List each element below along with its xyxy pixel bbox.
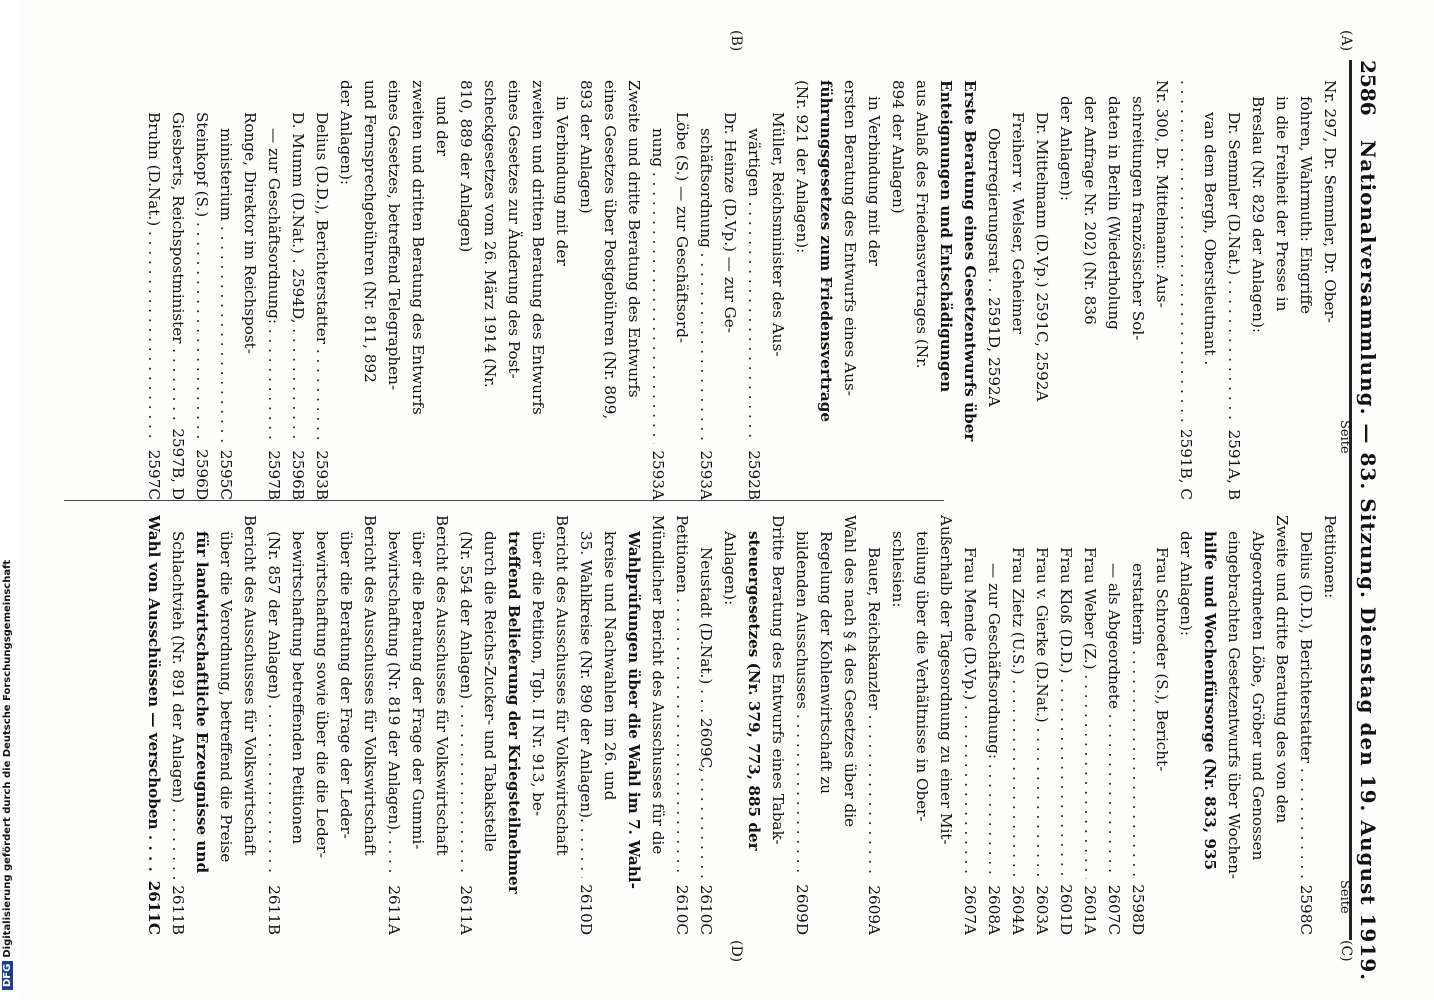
entry-text: ministerium . . . bbox=[214, 128, 238, 444]
contents-entry: der Anlagen): bbox=[337, 80, 355, 185]
entry-text: Giesberts, Reichspostminister . . . bbox=[166, 112, 190, 422]
entry-page-ref: 2611A bbox=[457, 885, 475, 935]
contents-entry bbox=[1102, 515, 1126, 935]
contents-entry bbox=[142, 515, 166, 935]
entry-text: wärtigen . . . bbox=[742, 128, 766, 444]
entry-page-ref: 2597B bbox=[265, 450, 283, 500]
margin-label-d: (D) bbox=[728, 940, 744, 963]
contents-entry: schreitungen französischer Sol- bbox=[1129, 96, 1147, 341]
contents-entry bbox=[1174, 80, 1198, 500]
entry-page-ref: 2592B bbox=[745, 450, 763, 500]
contents-entry: 894 der Anlagen) bbox=[889, 80, 907, 214]
entry-page-ref: 2603A bbox=[1033, 885, 1051, 935]
entry-text: — zur Geschäftsordnung: . . . bbox=[982, 563, 1006, 879]
contents-entry bbox=[190, 80, 214, 500]
entry-page-ref: 2591B, C bbox=[1177, 428, 1195, 500]
entry-text: Wahl von Ausschüssen — verschoben . . . bbox=[142, 515, 166, 875]
contents-entry: Breslau (Nr. 829 der Anlagen): bbox=[1249, 96, 1267, 333]
contents-entry: über die Petition, Tgb. II Nr. 913, be- bbox=[529, 531, 547, 817]
entry-page-ref: 2596D bbox=[193, 449, 211, 500]
contents-entry: hilfe und Wochenfürsorge (Nr. 833, 935 bbox=[1201, 531, 1219, 871]
entry-page-ref: 2601D bbox=[1057, 884, 1075, 935]
contents-entry: Bericht des Ausschusses für Volkswirtschaft bbox=[241, 515, 259, 856]
margin-label-b: (B) bbox=[728, 30, 744, 52]
dfg-logo: DFG bbox=[2, 961, 13, 990]
contents-entry: 810, 889 der Anlagen) bbox=[457, 80, 475, 253]
contents-entry: der Anlagen): bbox=[1057, 96, 1075, 201]
contents-entry: über die Verordnung, betreffend die Preise bbox=[217, 531, 235, 863]
entry-page-ref: 2609A bbox=[865, 885, 883, 935]
entry-page-ref: 2604A bbox=[1009, 885, 1027, 935]
column-divider bbox=[64, 500, 944, 501]
contents-entry: Müller, Reichsminister des Aus- bbox=[769, 112, 787, 357]
contents-entry bbox=[166, 80, 190, 500]
contents-entry bbox=[742, 80, 766, 500]
contents-entry: Zweite und dritte Beratung des von den bbox=[1273, 515, 1291, 824]
entry-page-ref: 2610D bbox=[577, 884, 595, 935]
entry-text: Frau Kloß (D.D.) . . . bbox=[1054, 547, 1078, 878]
contents-entry: Wahlprüfungen über die Wahl im 7. Wahl- bbox=[625, 531, 643, 889]
contents-entry: Dr. Heinze (D.Vp.) — zur Ge- bbox=[721, 112, 739, 333]
entry-page-ref: 2609D bbox=[793, 884, 811, 935]
contents-entry bbox=[310, 80, 334, 500]
contents-entry: Bericht des Ausschusses für Volkswirtschaft bbox=[553, 515, 571, 856]
entry-page-ref: 2596B bbox=[289, 450, 307, 500]
contents-entry: ersten Beratung des Entwurfs eines Aus- bbox=[841, 80, 859, 396]
entry-text: Delius (D.D.), Berichterstatter . . . bbox=[1294, 531, 1318, 879]
contents-entry bbox=[382, 515, 406, 935]
entry-text: bewirtschaftung (Nr. 819 der Anlagen). . . . bbox=[382, 531, 406, 879]
entry-page-ref: 2601A bbox=[1081, 885, 1099, 935]
page-title: Nationalversammlung. — 83. Sitzung. Dienstag den 19. August 1919. bbox=[1356, 140, 1380, 982]
entry-page-ref: 2611B bbox=[265, 885, 283, 935]
seite-label-left: Seite bbox=[1337, 420, 1352, 454]
contents-entry: Löbe (S.) — zur Geschäftsord- bbox=[673, 112, 691, 344]
contents-entry: Petitionen: bbox=[1321, 515, 1339, 599]
contents-column-right bbox=[142, 515, 1342, 935]
contents-entry bbox=[1054, 515, 1078, 935]
entry-page-ref: 2597B, D bbox=[169, 428, 187, 500]
entry-text: Bruhn (D.Nat.) . . . bbox=[142, 112, 166, 444]
contents-entry bbox=[166, 515, 190, 935]
entry-text: Neustadt (D.Nat.) . . . 2609C, . . . bbox=[694, 547, 718, 879]
contents-entry bbox=[142, 80, 166, 500]
contents-entry: Wahl des nach § 4 des Gesetzes über die bbox=[841, 515, 859, 828]
contents-entry bbox=[694, 515, 718, 935]
entry-text: Frau Weber (Z.) . . . bbox=[1078, 547, 1102, 879]
contents-entry: führungsgesetzes zum Friedensvertrage bbox=[817, 80, 835, 422]
entry-text: schäftsordnung . . . bbox=[694, 128, 718, 444]
contents-entry: van dem Bergh, Oberstleutnant . bbox=[1201, 112, 1219, 366]
contents-entry: Freiherr v. Welser, Geheimer bbox=[1009, 112, 1027, 334]
contents-entry: der Anlagen): bbox=[1177, 531, 1195, 636]
entry-page-ref: 2611B bbox=[169, 885, 187, 935]
contents-entry: durch die Reichs-Zucker- und Tabakstelle bbox=[481, 531, 499, 852]
contents-entry: über die Beratung der Frage der Gummi- bbox=[409, 531, 427, 850]
contents-entry bbox=[670, 515, 694, 935]
entry-page-ref: 2593B bbox=[313, 450, 331, 500]
contents-entry: Anlagen): bbox=[721, 531, 739, 606]
contents-entry: kreise und Nachwahlen im 26. und bbox=[601, 531, 619, 801]
contents-entry bbox=[958, 515, 982, 935]
contents-entry: über die Beratung der Frage der Leder- bbox=[337, 531, 355, 839]
contents-entry: in Verbindung mit der bbox=[553, 96, 571, 266]
footer-text: Digitalisierung gefördert durch die Deutsche Forschungsgemeinschaft bbox=[2, 559, 13, 958]
entry-page-ref: 2598D bbox=[1129, 884, 1147, 935]
entry-text: bildenden Ausschusses . . . bbox=[790, 531, 814, 878]
contents-entry: zweiten und dritten Beratung des Entwurfs bbox=[529, 80, 547, 415]
contents-entry: steuergesetzes (Nr. 379, 773, 885 der bbox=[745, 531, 763, 851]
contents-entry: Außerhalb der Tagesordnung zu einer Mit- bbox=[937, 515, 955, 845]
contents-entry: scheckgesetzes vom 26. März 1914 (Nr. bbox=[481, 80, 499, 388]
entry-text: (Nr. 554 der Anlagen) . . . bbox=[454, 531, 478, 879]
contents-entry: der Anfrage Nr. 202) (Nr. 836 bbox=[1081, 96, 1099, 325]
contents-entry: Mündlicher Bericht des Ausschusses für die bbox=[649, 515, 667, 855]
entry-text: 35. Wahlkreise (Nr. 890 der Anlagen). . . . bbox=[574, 531, 598, 878]
contents-entry: bewirtschaftung betreffenden Petitionen bbox=[289, 531, 307, 844]
contents-entry bbox=[262, 515, 286, 935]
entry-text: Bauer, Reichskanzler . . . bbox=[862, 547, 886, 879]
contents-entry: Nr. 297, Dr. Semmler, Dr. Ober- bbox=[1321, 80, 1339, 323]
contents-entry: Dritte Beratung des Entwurfs eines Tabak- bbox=[769, 515, 787, 845]
entry-text: D. Mumm (D.Nat.) . 2594D, . . . bbox=[286, 112, 310, 444]
contents-entry: eines Gesetzes, betreffend Telegraphen- bbox=[385, 80, 403, 391]
entry-text: Dr. Semmler (D.Nat.) . . . . . . bbox=[1222, 112, 1246, 424]
contents-column-left bbox=[142, 80, 1342, 500]
contents-entry: in Verbindung mit der bbox=[865, 96, 883, 266]
contents-entry: und der bbox=[433, 96, 451, 157]
contents-entry: Ronge, Direktor im Reichspost- bbox=[241, 112, 259, 354]
entry-page-ref: 2593A bbox=[649, 450, 667, 500]
page-header bbox=[1346, 0, 1386, 1000]
contents-entry: Enteignungen und Entschädigungen bbox=[937, 80, 955, 393]
entry-text bbox=[1174, 80, 1198, 423]
header-rule bbox=[1349, 60, 1352, 940]
contents-entry: bewirtschaftung sowie über die die Leder- bbox=[313, 531, 331, 859]
entry-text: Petitionen . . . bbox=[670, 515, 694, 879]
contents-entry bbox=[286, 80, 310, 500]
entry-text: erstatterin . . . bbox=[1126, 563, 1150, 878]
contents-entry: teilung über die Verhältnisse in Ober- bbox=[913, 531, 931, 822]
contents-entry bbox=[1006, 515, 1030, 935]
entry-text: Frau Zietz (U.S.) . . . bbox=[1006, 547, 1030, 879]
contents-entry: und Fernsprechgebühren (Nr. 811, 892 bbox=[361, 80, 379, 383]
contents-entry bbox=[1294, 515, 1318, 935]
contents-entry: Abgeordneten Löbe, Gröber und Genossen bbox=[1249, 531, 1267, 861]
entry-page-ref: 2611C bbox=[145, 880, 163, 935]
entry-text: Frau Mende (D.Vp.) . . . bbox=[958, 547, 982, 879]
contents-entry bbox=[454, 515, 478, 935]
contents-entry bbox=[1126, 515, 1150, 935]
entry-page-ref: 2608A bbox=[985, 885, 1003, 935]
entry-page-ref: 2591A, B bbox=[1225, 429, 1243, 500]
entry-text: Schlachtvieh (Nr. 891 der Anlagen) . . . bbox=[166, 531, 190, 879]
contents-entry: eines Gesetzes zur Änderung des Post- bbox=[505, 80, 523, 379]
contents-entry bbox=[574, 515, 598, 935]
contents-entry bbox=[646, 80, 670, 500]
contents-entry: eines Gesetzes über Postgebühren (Nr. 809, bbox=[601, 80, 619, 420]
entry-text: Delius (D.D.), Berichterstatter . . . bbox=[310, 112, 334, 444]
contents-entry: für landwirtschaftliche Erzeugnisse und bbox=[193, 531, 211, 874]
contents-entry: zweiten und dritten Beratung des Entwurfs bbox=[409, 80, 427, 415]
entry-text: — als Abgeordnete . . . bbox=[1102, 563, 1126, 879]
contents-entry bbox=[262, 80, 286, 500]
entry-page-ref: 2598C bbox=[1297, 884, 1315, 935]
contents-entry: Erste Beratung eines Gesetzentwurfs über bbox=[961, 80, 979, 442]
entry-text: Frau v. Gierke (D.Nat.) . . . bbox=[1030, 547, 1054, 879]
entry-page-ref: 2607C bbox=[1105, 884, 1123, 935]
entry-page-ref: 2597C bbox=[145, 449, 163, 500]
contents-entry: schlesien: bbox=[889, 531, 907, 608]
entry-page-ref: 2610C bbox=[697, 884, 715, 935]
entry-page-ref: 2593A bbox=[697, 450, 715, 500]
contents-entry: Nr. 300, Dr. Mittelmann: Aus- bbox=[1153, 80, 1171, 308]
contents-entry bbox=[1078, 515, 1102, 935]
contents-entry: aus Anlaß des Friedensvertrages (Nr. bbox=[913, 80, 931, 369]
contents-entry: daten in Berlin (Wiederholung bbox=[1105, 96, 1123, 330]
contents-entry bbox=[862, 515, 886, 935]
entry-text: — zur Geschäftsordnung: . . . bbox=[262, 128, 286, 444]
margin-label-a: (A) bbox=[1338, 30, 1354, 52]
seite-label-right: Seite bbox=[1337, 880, 1352, 914]
entry-page-ref: 2607A bbox=[961, 885, 979, 935]
contents-entry bbox=[982, 515, 1006, 935]
contents-entry bbox=[1222, 80, 1246, 500]
contents-entry: eingebrachten Gesetzentwurfs über Wochen- bbox=[1225, 531, 1243, 880]
contents-entry: 893 der Anlagen) bbox=[577, 80, 595, 214]
contents-entry: fohren, Wahrmuth: Eingriffe bbox=[1297, 96, 1315, 314]
entry-text: (Nr. 857 der Anlagen) . . . bbox=[262, 531, 286, 879]
contents-entry: Oberregierungsrat . . 2591D, 2592A bbox=[985, 128, 1003, 407]
entry-text: Steinkopf (S.) . . . bbox=[190, 112, 214, 443]
contents-entry bbox=[790, 515, 814, 935]
contents-entry: Bericht des Ausschusses für Volkswirtschaft bbox=[361, 515, 379, 856]
contents-entry: Regelung der Kohlenwirtschaft zu bbox=[817, 531, 835, 795]
contents-entry: (Nr. 921 der Anlagen): bbox=[793, 80, 811, 254]
entry-page-ref: 2595C bbox=[217, 449, 235, 500]
contents-entry bbox=[1030, 515, 1054, 935]
contents-entry bbox=[694, 80, 718, 500]
page-number: 2586 bbox=[1356, 60, 1380, 116]
contents-entry: treffend Belieferung der Kriegsteilnehmer bbox=[505, 531, 523, 894]
contents-entry: Bericht des Ausschusses für Volkswirtschaft bbox=[433, 515, 451, 856]
entry-page-ref: 2610C bbox=[673, 884, 691, 935]
contents-entry: Zweite und dritte Beratung des Entwurfs bbox=[625, 80, 643, 398]
margin-label-c: (C) bbox=[1338, 940, 1354, 962]
contents-entry bbox=[214, 80, 238, 500]
contents-entry: in die Freiheit der Presse in bbox=[1273, 96, 1291, 312]
entry-text: nung . . . bbox=[646, 128, 670, 444]
contents-entry: Dr. Mittelmann (D.Vp.) 2591C, 2592A bbox=[1033, 112, 1051, 402]
contents-entry: Frau Schroeder (S.), Bericht- bbox=[1153, 547, 1171, 772]
entry-page-ref: 2611A bbox=[385, 885, 403, 935]
